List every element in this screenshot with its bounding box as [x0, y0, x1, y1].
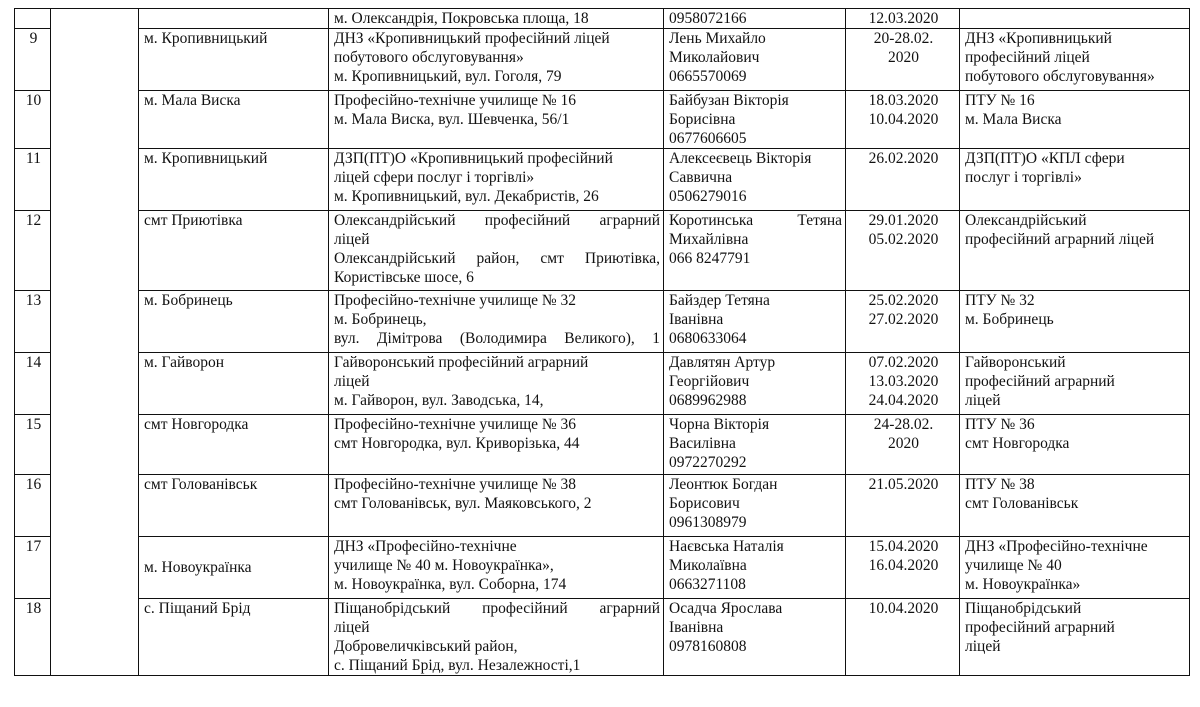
cell-line: 10.04.2020: [868, 111, 939, 128]
row-number: 17: [15, 537, 51, 599]
settlement-cell: смт Голованівськ: [139, 475, 329, 537]
cell-line: ДНЗ «Кропивницький професійний ліцей: [334, 30, 610, 47]
cell-line: 12.03.2020: [868, 10, 939, 27]
cell-line: 24.04.2020: [868, 392, 939, 409]
cell-line: м. Новоукраїнка, вул. Соборна, 174: [334, 576, 567, 593]
cell-line: Байздер Тетяна: [669, 292, 770, 309]
table-row: [15, 475, 1190, 537]
institution-cell: [329, 291, 664, 353]
dates-cell: [846, 29, 960, 91]
cell-line: Олександрійський: [965, 212, 1087, 229]
institution-cell: [329, 211, 664, 291]
cell-line: Іванівна: [669, 619, 724, 636]
cell-line: Коротинська Тетяна: [669, 212, 842, 229]
cell-line: Осадча Ярослава: [669, 600, 783, 617]
table-row: [15, 415, 1190, 475]
cell-line: 0663271108: [669, 576, 746, 593]
row-number: 11: [15, 149, 51, 211]
cell-line: Саввична: [669, 169, 733, 186]
contact-cell: [664, 9, 846, 29]
cell-line: 26.02.2020: [868, 150, 939, 167]
dates-cell: [846, 537, 960, 599]
cell-line: Гайворонський: [965, 354, 1066, 371]
cell-line: професійний аграрний: [965, 373, 1115, 390]
cell-line: 29.01.2020: [868, 212, 939, 229]
settlement-cell: м. Гайворон: [139, 353, 329, 415]
contact-cell: [664, 91, 846, 149]
table-row: [15, 353, 1190, 415]
cell-line: Миколайович: [669, 49, 760, 66]
settlement-cell: м. Кропивницький: [139, 149, 329, 211]
cell-line: Олександрійський район, смт Приютівка,: [334, 250, 660, 267]
cell-line: Піщанобрідський: [965, 600, 1082, 617]
dates-cell: [846, 149, 960, 211]
cell-line: Миколаївна: [669, 557, 747, 574]
cell-line: побутового обслуговування»: [965, 68, 1155, 85]
cell-line: Піщанобрідський професійний аграрний: [334, 600, 660, 617]
cell-line: ПТУ № 32: [965, 292, 1035, 309]
dates-cell: [846, 291, 960, 353]
cell-line: Борисівна: [669, 111, 736, 128]
short-name-cell: [960, 291, 1190, 353]
settlement-cell: смт Приютівка: [139, 211, 329, 291]
cell-line: Леонтюк Богдан: [669, 476, 778, 493]
cell-line: 20-28.02.: [873, 30, 934, 47]
cell-line: Лень Михайло: [669, 30, 766, 47]
cell-line: Користівське шосе, 6: [334, 269, 474, 286]
contact-cell: [664, 353, 846, 415]
dates-cell: [846, 599, 960, 676]
cell-line: ліцей: [965, 392, 1001, 409]
contact-cell: [664, 599, 846, 676]
table-row: [15, 211, 1190, 291]
institution-cell: [329, 475, 664, 537]
cell-line: 21.05.2020: [868, 476, 939, 493]
cell-line: професійний аграрний: [965, 619, 1115, 636]
table-row: [15, 537, 1190, 599]
cell-line: Професійно-технічне училище № 16: [334, 92, 577, 109]
cell-line: професійний ліцей: [965, 49, 1090, 66]
row-number: [15, 9, 51, 29]
cell-line: Добровеличківський район,: [334, 638, 518, 655]
cell-line: Алексеєвець Вікторія: [669, 150, 812, 167]
settlement-cell: [139, 9, 329, 29]
cell-line: 0506279016: [669, 188, 747, 205]
cell-line: м. Кропивницький, вул. Гоголя, 79: [334, 68, 562, 85]
cell-line: Іванівна: [669, 311, 724, 328]
cell-line: 0978160808: [669, 638, 747, 655]
settlement-cell: м. Новоукраїнка: [139, 537, 329, 599]
cell-line: послуг і торгівлі»: [965, 169, 1082, 186]
table-row: [15, 149, 1190, 211]
settlement-cell: с. Піщаний Брід: [139, 599, 329, 676]
cell-line: 10.04.2020: [868, 600, 939, 617]
cell-line: вул. Дімітрова (Володимира Великого), 1: [334, 330, 660, 347]
dates-cell: [846, 415, 960, 475]
dates-cell: [846, 9, 960, 29]
short-name-cell: [960, 29, 1190, 91]
cell-line: училище № 40 м. Новоукраїнка»,: [334, 557, 554, 574]
cell-line: 2020: [888, 435, 919, 452]
cell-line: ліцей: [334, 373, 370, 390]
cell-line: ліцей: [965, 638, 1001, 655]
cell-line: ПТУ № 38: [965, 476, 1035, 493]
cell-line: Наєвська Наталія: [669, 538, 784, 555]
row-number: 13: [15, 291, 51, 353]
dates-cell: [846, 211, 960, 291]
institution-cell: [329, 537, 664, 599]
cell-line: м. Мала Виска, вул. Шевченка, 56/1: [334, 111, 570, 128]
cell-line: 05.02.2020: [868, 231, 939, 248]
row-number: 10: [15, 91, 51, 149]
cell-line: 0665570069: [669, 68, 747, 85]
settlement-cell: м. Кропивницький: [139, 29, 329, 91]
contact-cell: [664, 29, 846, 91]
institution-cell: [329, 415, 664, 475]
cell-line: професійний аграрний ліцей: [965, 231, 1155, 248]
contact-cell: [664, 475, 846, 537]
cell-line: Професійно-технічне училище № 32: [334, 292, 577, 309]
cell-line: 0689962988: [669, 392, 747, 409]
cell-line: Олександрійський професійний аграрний: [334, 212, 660, 229]
table-row: [15, 91, 1190, 149]
table-row: [15, 29, 1190, 91]
empty-cell: [51, 9, 139, 676]
cell-line: Михайлівна: [669, 231, 749, 248]
schedule-table: [14, 8, 1190, 676]
cell-line: 16.04.2020: [868, 557, 939, 574]
cell-line: 07.02.2020: [868, 354, 939, 371]
cell-line: 0972270292: [669, 454, 747, 471]
short-name-cell: [960, 149, 1190, 211]
cell-line: м. Кропивницький, вул. Декабристів, 26: [334, 188, 599, 205]
cell-line: училище № 40: [965, 557, 1062, 574]
short-name-cell: [960, 9, 1190, 29]
cell-line: ПТУ № 16: [965, 92, 1035, 109]
cell-line: ДНЗ «Професійно-технічне: [334, 538, 517, 555]
cell-line: 15.04.2020: [868, 538, 939, 555]
row-number: 12: [15, 211, 51, 291]
cell-line: Василівна: [669, 435, 736, 452]
settlement-cell: м. Мала Виска: [139, 91, 329, 149]
dates-cell: [846, 91, 960, 149]
short-name-cell: [960, 353, 1190, 415]
cell-line: м. Олександрія, Покровська площа, 18: [334, 10, 589, 27]
row-number: 15: [15, 415, 51, 475]
cell-line: 0677606605: [669, 130, 747, 147]
table-row: [15, 599, 1190, 676]
cell-line: м. Новоукраїнка»: [965, 576, 1081, 593]
cell-line: 0958072166: [669, 10, 747, 27]
cell-line: смт Новгородка: [965, 435, 1070, 452]
settlement-cell: м. Бобринець: [139, 291, 329, 353]
cell-line: м. Бобринець: [965, 311, 1054, 328]
cell-line: 24-28.02.: [873, 416, 934, 433]
contact-cell: [664, 537, 846, 599]
cell-line: ліцей сфери послуг і торгівлі»: [334, 169, 535, 186]
cell-line: ліцей: [334, 619, 370, 636]
cell-line: смт Голованівськ: [965, 495, 1079, 512]
cell-line: 0961308979: [669, 514, 747, 531]
contact-cell: [664, 415, 846, 475]
cell-line: Професійно-технічне училище № 38: [334, 476, 577, 493]
institution-cell: [329, 9, 664, 29]
cell-line: м. Бобринець,: [334, 311, 427, 328]
row-number: 9: [15, 29, 51, 91]
contact-cell: [664, 291, 846, 353]
cell-line: смт Голованівськ, вул. Маяковського, 2: [334, 495, 592, 512]
cell-line: 13.03.2020: [868, 373, 939, 390]
row-number: 18: [15, 599, 51, 676]
short-name-cell: [960, 211, 1190, 291]
institution-cell: [329, 91, 664, 149]
short-name-cell: [960, 475, 1190, 537]
cell-line: 066 8247791: [669, 250, 751, 267]
contact-cell: [664, 211, 846, 291]
cell-line: ДНЗ «Кропивницький: [965, 30, 1112, 47]
row-number: 16: [15, 475, 51, 537]
cell-line: Борисович: [669, 495, 740, 512]
institution-cell: [329, 149, 664, 211]
contact-cell: [664, 149, 846, 211]
cell-line: м. Гайворон, вул. Заводська, 14,: [334, 392, 544, 409]
cell-line: 18.03.2020: [868, 92, 939, 109]
cell-line: ДНЗ «Професійно-технічне: [965, 538, 1148, 555]
settlement-cell: смт Новгородка: [139, 415, 329, 475]
table-row: [15, 291, 1190, 353]
cell-line: ліцей: [334, 231, 370, 248]
cell-line: Давлятян Артур: [669, 354, 776, 371]
table-row: [15, 9, 1190, 29]
cell-line: 0680633064: [669, 330, 747, 347]
institution-cell: [329, 353, 664, 415]
short-name-cell: [960, 537, 1190, 599]
cell-line: побутового обслуговування»: [334, 49, 524, 66]
row-number: 14: [15, 353, 51, 415]
cell-line: 27.02.2020: [868, 311, 939, 328]
cell-line: 25.02.2020: [868, 292, 939, 309]
cell-line: Професійно-технічне училище № 36: [334, 416, 577, 433]
short-name-cell: [960, 415, 1190, 475]
dates-cell: [846, 475, 960, 537]
institution-cell: [329, 29, 664, 91]
short-name-cell: [960, 91, 1190, 149]
cell-line: м. Мала Виска: [965, 111, 1062, 128]
cell-line: 2020: [888, 49, 919, 66]
dates-cell: [846, 353, 960, 415]
schedule-body: [15, 9, 1190, 676]
cell-line: Байбузан Вікторія: [669, 92, 789, 109]
cell-line: Чорна Вікторія: [669, 416, 770, 433]
institution-cell: [329, 599, 664, 676]
cell-line: Георгійович: [669, 373, 750, 390]
cell-line: ПТУ № 36: [965, 416, 1035, 433]
cell-line: с. Піщаний Брід, вул. Незалежності,1: [334, 657, 581, 674]
cell-line: Гайворонський професійний аграрний: [334, 354, 589, 371]
short-name-cell: [960, 599, 1190, 676]
cell-line: смт Новгородка, вул. Криворізька, 44: [334, 435, 580, 452]
cell-line: ДЗП(ПТ)О «Кропивницький професійний: [334, 150, 613, 167]
cell-line: ДЗП(ПТ)О «КПЛ сфери: [965, 150, 1125, 167]
